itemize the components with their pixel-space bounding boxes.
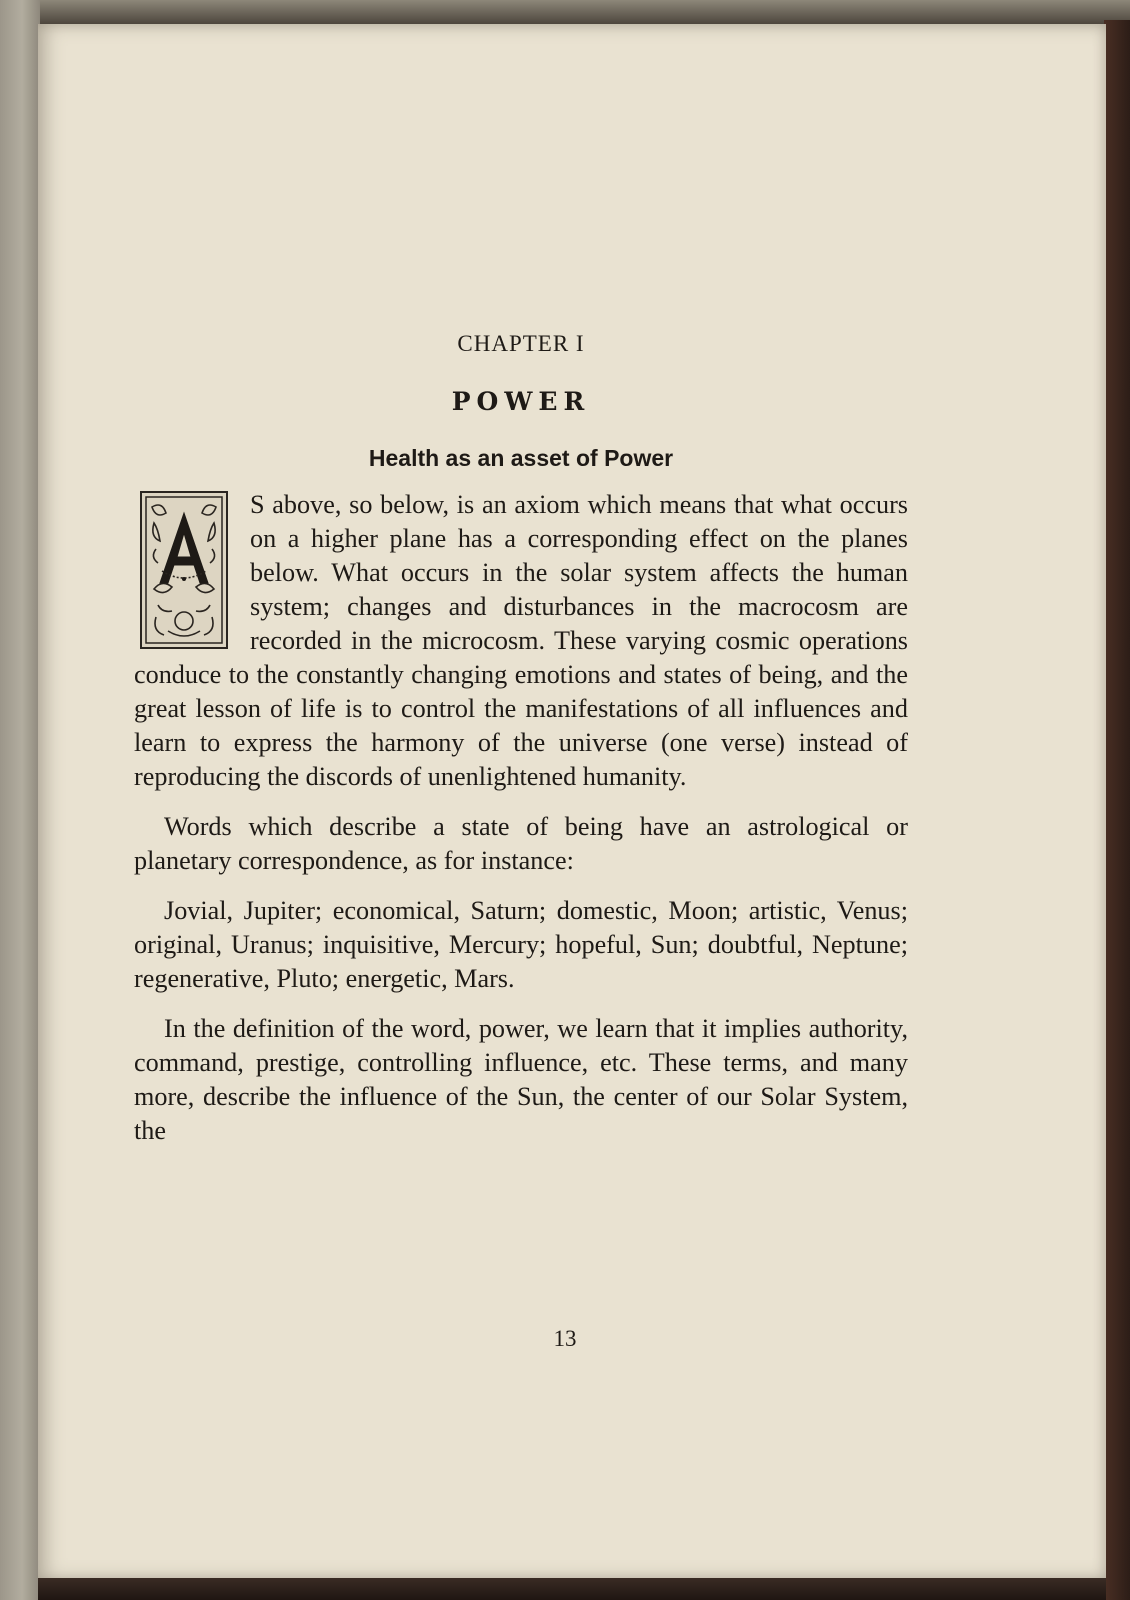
paragraph-4: In the definition of the word, power, we learn that it implies authority, command, prestige, controlling influence, etc. These terms, and many more, describe the influence of the Sun, the center of our Solar System, the	[134, 1014, 908, 1145]
paragraph-2: Words which describe a state of being have an astrological or planetary correspondence, as for instance:	[134, 812, 908, 875]
chapter-label: CHAPTER I	[457, 331, 585, 356]
ornamental-dropcap	[140, 491, 228, 649]
page-number: 13	[553, 1326, 577, 1351]
book-cover-left-edge	[0, 0, 40, 1600]
paragraph-1-text: S above, so below, is an axiom which means that what occurs on a higher plane has a corresponding effect on the planes below. What occurs in the solar system affects the human system; changes and disturbances in the macrocosm are recorded in the microcosm. These varying cosmic operations conduce to the constantly changing emotions and states of being, and the great lesson of life is to control the manifestations of all influences and learn to express the harmony of the universe (one verse) instead of reproducing the discords of unenlightened humanity.	[134, 490, 908, 791]
paragraph-1	[134, 488, 908, 794]
book-cover-bottom-edge	[38, 1578, 1106, 1600]
paragraph-3: Jovial, Jupiter; economical, Saturn; domestic, Moon; artistic, Venus; original, Uranus; inquisitive, Mercury; hopeful, Sun; doubtful, Neptune; regenerative, Pluto; energetic, Mars.	[134, 896, 908, 993]
section-subtitle: Health as an asset of Power	[368, 445, 674, 471]
page-text-block	[134, 326, 908, 1148]
chapter-title: POWER	[451, 387, 591, 416]
book-cover-right-edge	[1104, 20, 1130, 1600]
